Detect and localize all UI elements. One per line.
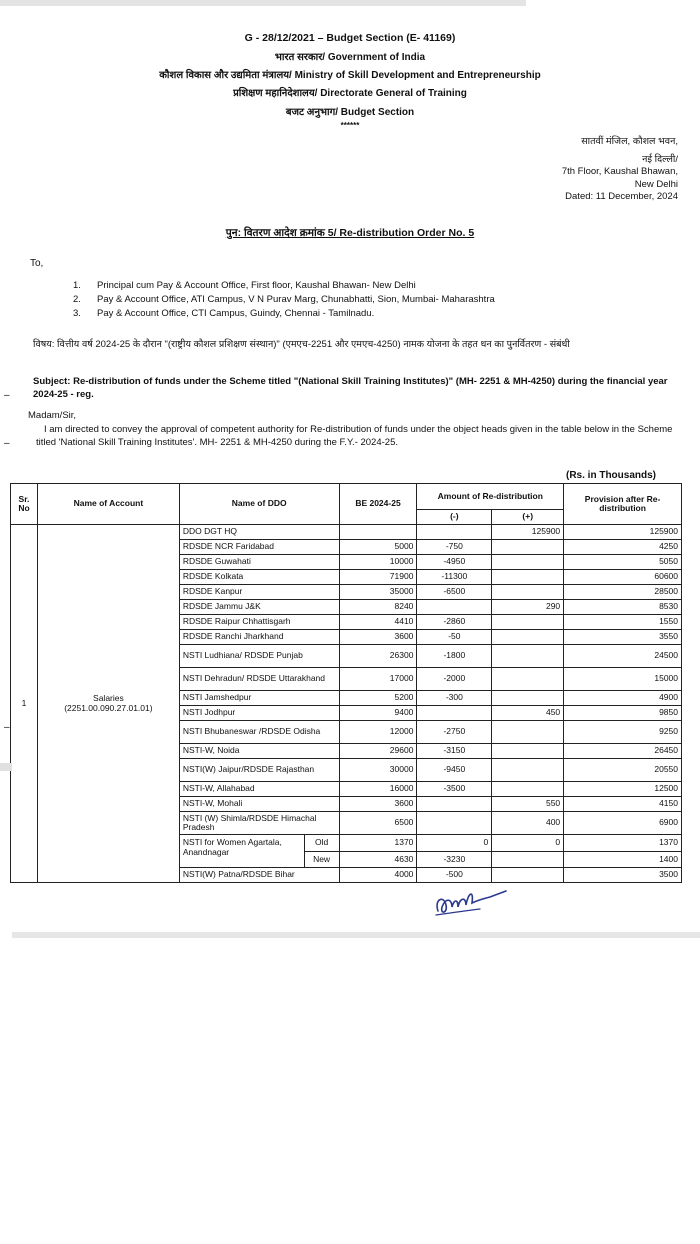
plus-cell: 125900: [492, 525, 564, 540]
table-row: 4630 -3230 1400: [11, 851, 682, 868]
table-row: RDSDE Raipur Chhattisgarh 4410 -2860 1550: [11, 615, 682, 630]
column-header: Provision after Re-distribution: [564, 484, 682, 525]
recipient-list: [73, 279, 495, 321]
directorate-line: प्रशिक्षण महानिदेशालय/ Directorate General of Training: [233, 88, 467, 99]
provision-cell: 125900: [564, 525, 682, 540]
address-block: [562, 136, 678, 204]
column-header: BE 2024-25: [339, 484, 417, 525]
section-line: बजट अनुभाग/ Budget Section: [285, 107, 415, 118]
address-line: नई दिल्ली/: [642, 153, 678, 165]
table-row: NSTI-W, Allahabad 16000 -3500 12500: [11, 782, 682, 797]
column-header: Sr. No: [11, 484, 38, 525]
table-row: RDSDE NCR Faridabad 5000 -750 4250: [11, 540, 682, 555]
margin-dash: –: [4, 390, 10, 401]
body-paragraph: I am directed to convey the approval of competent authority for Re-distribution of funds under the object heads given in the table below in the Scheme titled 'National Skill Training Institutes'. MH- 2251 & MH-4250 during the F.Y.- 2024-25.: [36, 424, 673, 448]
list-item: 1. Principal cum Pay & Account Office, First floor, Kaushal Bhawan- New Delhi: [73, 280, 416, 291]
list-item: 3. Pay & Account Office, CTI Campus, Guindy, Chennai - Tamilnadu.: [73, 308, 375, 319]
margin-dash: –: [4, 722, 10, 733]
table-row: NSTI Dehradun/ RDSDE Uttarakhand 17000 -2000 15000: [11, 668, 682, 691]
units-note: (Rs. in Thousands): [566, 470, 656, 481]
margin-dash: –: [4, 438, 10, 449]
ddo-cell: DDO DGT HQ: [179, 525, 339, 540]
table-row: NSTI Bhubaneswar /RDSDE Odisha 12000 -2750 9250: [11, 721, 682, 744]
handwritten-signature: [430, 885, 520, 925]
address-line: 7th Floor, Kaushal Bhawan,: [561, 166, 678, 177]
subject-hindi: विषय: वित्तीय वर्ष 2024-25 के दौरान "(राष्ट्रीय कौशल प्रशिक्षण संस्थान)" (एमएच-2251 और एमएच-4250) नामक योजना के तहत धन का पुनर्वितरण - संबंधी: [33, 339, 570, 350]
table-row: RDSDE Kolkata 71900 -11300 60600: [11, 570, 682, 585]
be-cell: [339, 525, 417, 540]
list-item: 2. Pay & Account Office, ATI Campus, V N Purav Marg, Chunabhatti, Sion, Mumbai- Maharashtra: [73, 294, 495, 305]
file-number: G - 28/12/2021 – Budget Section (E- 41169): [244, 32, 456, 44]
table-row: NSTI(W) Jaipur/RDSDE Rajasthan 30000 -9450 20550: [11, 759, 682, 782]
order-date: Dated: 11 December, 2024: [565, 191, 678, 202]
table-row: RDSDE Kanpur 35000 -6500 28500: [11, 585, 682, 600]
table-row: NSTI(W) Patna/RDSDE Bihar 4000 -500 3500: [11, 868, 682, 883]
table-row: NSTI Jodhpur 9400 450 9850: [11, 706, 682, 721]
address-line: सातवीं मंजिल, कौशल भवन,: [581, 136, 678, 147]
table-header-row: [11, 484, 682, 510]
column-header: Name of Account: [37, 484, 179, 525]
table-row: RDSDE Guwahati 10000 -4950 5050: [11, 555, 682, 570]
address-line: New Delhi: [634, 178, 678, 190]
government-line: भारत सरकार/ Government of India: [274, 52, 426, 63]
table-row: NSTI for Women Agartala, Anandnagar Old New 1370 0 0 1370: [11, 835, 682, 852]
column-header: (+): [492, 509, 564, 524]
minus-cell: [417, 525, 492, 540]
scan-artifact: [0, 763, 12, 771]
sr-no-cell: 1: [11, 525, 38, 883]
account-cell: Salaries (2251.00.090.27.01.01): [37, 525, 179, 883]
table-row: NSTI (W) Shimla/RDSDE Himachal Pradesh 6500 400 6900: [11, 812, 682, 835]
bottom-separator: [12, 932, 700, 938]
column-header: Name of DDO: [179, 484, 339, 525]
to-label: To,: [30, 258, 44, 269]
column-header: (-): [417, 509, 492, 524]
stars-divider: ******: [340, 121, 360, 130]
order-title: पुन: वितरण आदेश क्रमांक 5/ Re-distribution Order No. 5: [225, 227, 475, 239]
table-row: NSTI-W, Mohali 3600 550 4150: [11, 797, 682, 812]
redistribution-table: [10, 483, 682, 883]
table-row: [11, 525, 682, 540]
table-row: NSTI-W, Noida 29600 -3150 26450: [11, 744, 682, 759]
ministry-line: कौशल विकास और उद्यमिता मंत्रालय/ Ministry of Skill Development and Entrepreneurship: [159, 70, 541, 81]
table-row: RDSDE Ranchi Jharkhand 3600 -50 3550: [11, 630, 682, 645]
table-row: RDSDE Jammu J&K 8240 290 8530: [11, 600, 682, 615]
salutation: Madam/Sir,: [28, 410, 77, 421]
subject-english: Subject: Re-distribution of funds under the Scheme titled "(National Skill Training Institutes)" (MH- 2251 & MH-4250) during the financial year 2024-25 - reg.: [33, 376, 668, 400]
table-row: NSTI Ludhiana/ RDSDE Punjab 26300 -1800 24500: [11, 645, 682, 668]
agartala-cell: NSTI for Women Agartala, Anandnagar Old New: [179, 835, 339, 868]
table-row: NSTI Jamshedpur 5200 -300 4900: [11, 691, 682, 706]
column-header: Amount of Re-distribution: [417, 484, 564, 510]
